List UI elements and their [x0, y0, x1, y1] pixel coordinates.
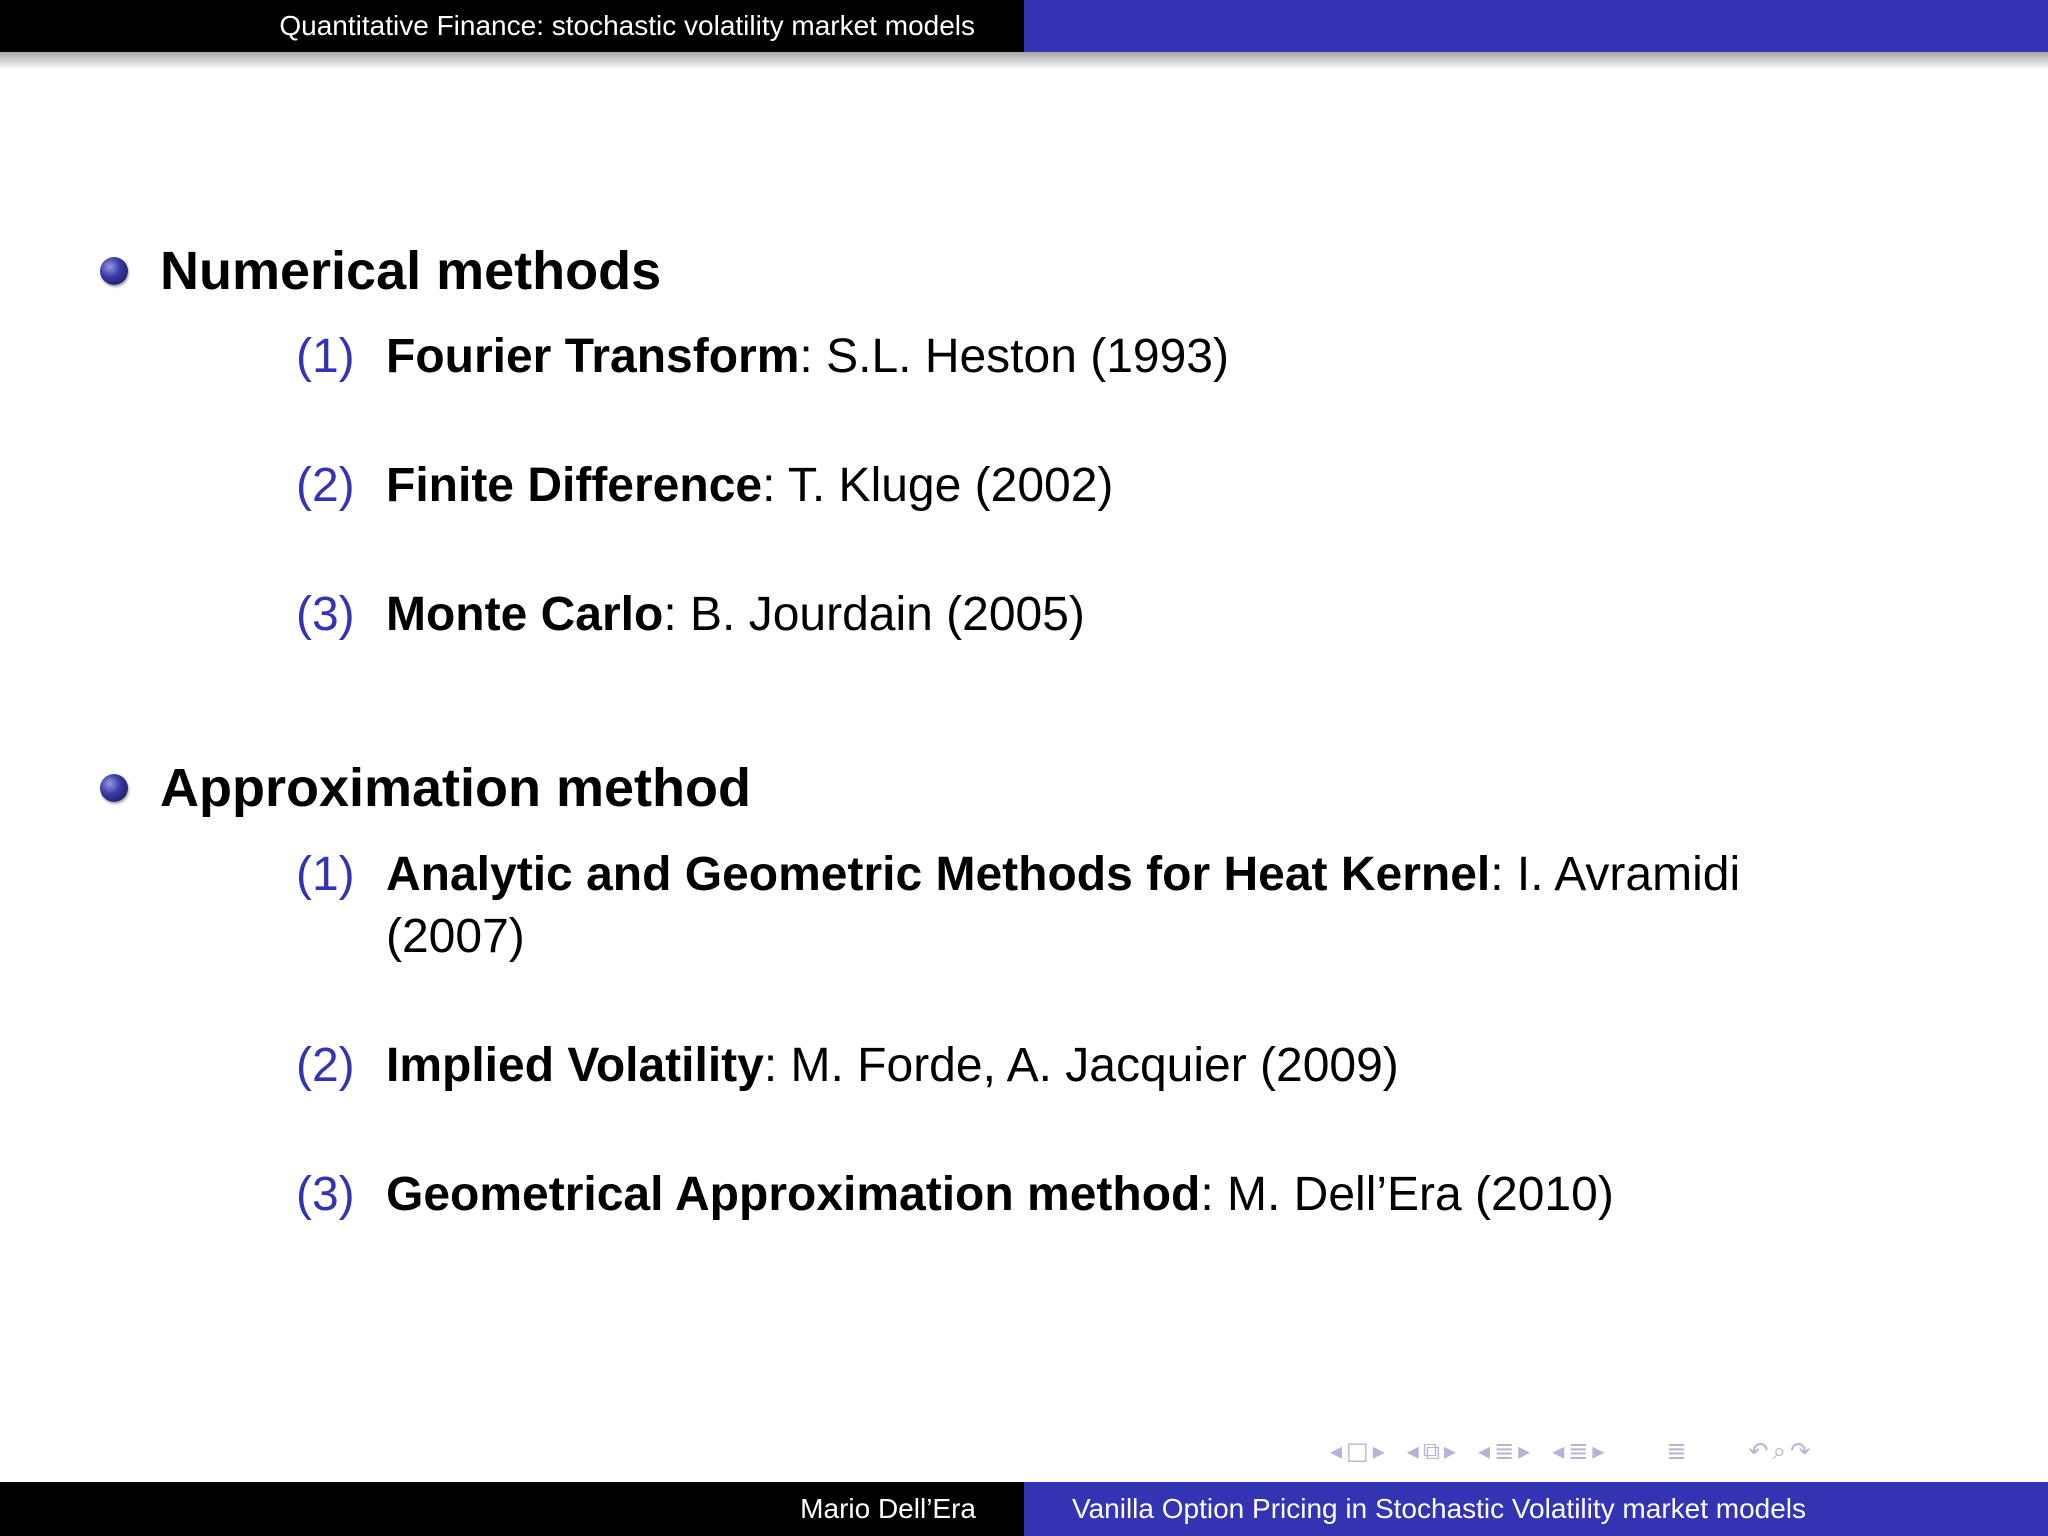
prev-section-icon[interactable]: ◂ [1478, 1437, 1491, 1465]
next-subsection-icon[interactable]: ▸ [1592, 1437, 1605, 1465]
search-icon[interactable]: ⌕ [1772, 1437, 1787, 1465]
prev-slide-icon[interactable]: ◂ [1406, 1437, 1419, 1465]
footer-talk-title: Vanilla Option Pricing in Stochastic Volatility market models [1024, 1482, 2048, 1536]
item-bold: Finite Difference [386, 459, 763, 512]
item-rest: : M. Forde, A. Jacquier (2009) [763, 1039, 1399, 1092]
item-text [386, 844, 1856, 968]
item-text [386, 326, 1856, 388]
next-section-icon[interactable]: ▸ [1518, 1437, 1531, 1465]
item-bold: Implied Volatility [386, 1039, 764, 1092]
item-number: (2) [296, 459, 355, 512]
item-text [386, 584, 1856, 646]
bullet-ball-icon [100, 257, 128, 285]
section-heading-numerical [100, 240, 661, 302]
list-item [296, 584, 1856, 646]
prev-subsection-icon[interactable]: ◂ [1552, 1437, 1565, 1465]
list-item [296, 844, 1856, 968]
footer-author: Mario Dell’Era [0, 1482, 1024, 1536]
item-text [386, 455, 1856, 517]
header-bar [0, 0, 2048, 52]
navigation-symbols [1330, 1436, 1814, 1466]
item-rest: : B. Jourdain (2005) [663, 588, 1085, 641]
next-slide-icon[interactable]: ▸ [1443, 1437, 1457, 1465]
forward-icon[interactable]: ↷ [1790, 1437, 1811, 1465]
item-rest: : T. Kluge (2002) [762, 459, 1114, 512]
frame-icon[interactable]: □ [1346, 1437, 1369, 1465]
item-number: (1) [296, 330, 355, 383]
section-icon[interactable]: ≣ [1494, 1437, 1515, 1465]
header-shadow [0, 52, 2048, 70]
item-number: (3) [296, 588, 355, 641]
item-rest: : I. Avramidi (2007) [386, 848, 1741, 963]
footer-bar [0, 1482, 2048, 1536]
bullet-ball-icon [100, 774, 128, 802]
item-rest: : M. Dell’Era (2010) [1200, 1168, 1614, 1221]
header-accent [1024, 0, 2048, 52]
item-number: (3) [296, 1168, 355, 1221]
list-item [296, 455, 1856, 517]
list-item [296, 326, 1856, 388]
section-title: Approximation method [160, 758, 751, 818]
align-icon[interactable]: ≣ [1666, 1437, 1687, 1465]
list-item [296, 1035, 1856, 1097]
back-icon[interactable]: ↶ [1748, 1437, 1769, 1465]
item-text [386, 1164, 1856, 1226]
section-title: Numerical methods [160, 241, 662, 301]
item-bold: Geometrical Approximation method [386, 1168, 1201, 1221]
next-frame-icon[interactable]: ▸ [1372, 1437, 1385, 1465]
item-bold: Monte Carlo [386, 588, 664, 641]
item-bold: Analytic and Geometric Methods for Heat Kernel [386, 848, 1491, 901]
section-heading-approximation [100, 757, 751, 819]
slide-icon[interactable]: ⧉ [1422, 1437, 1440, 1465]
subsection-icon[interactable]: ≣ [1568, 1437, 1589, 1465]
prev-frame-icon[interactable]: ◂ [1330, 1437, 1343, 1465]
header-title: Quantitative Finance: stochastic volatility market models [0, 0, 1024, 52]
item-text [386, 1035, 1856, 1097]
item-number: (2) [296, 1039, 355, 1092]
list-item [296, 1164, 1856, 1226]
item-rest: : S.L. Heston (1993) [799, 330, 1229, 383]
item-number: (1) [296, 848, 355, 901]
item-bold: Fourier Transform [386, 330, 800, 383]
